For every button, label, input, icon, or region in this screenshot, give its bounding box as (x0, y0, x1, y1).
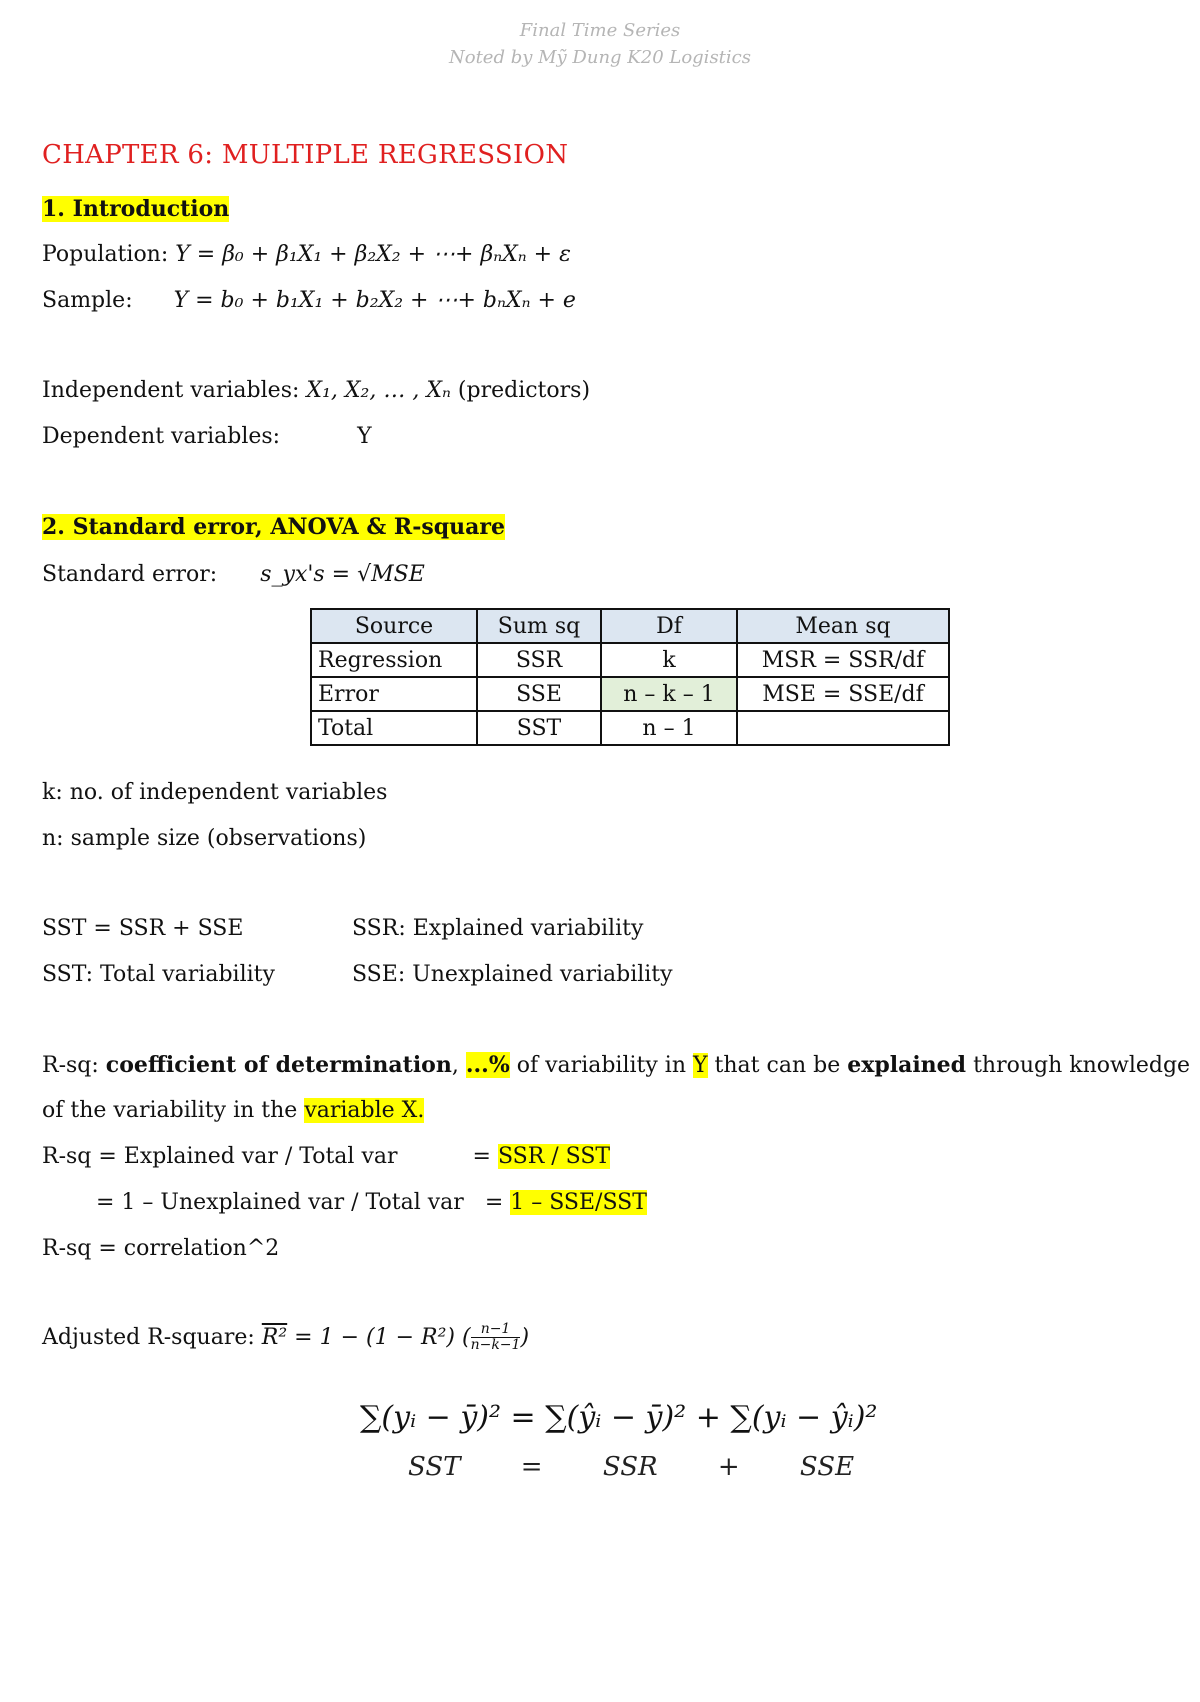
header-author: Noted by Mỹ Dung K20 Logistics (448, 47, 751, 68)
rsq-definition-cont: of the variability in the variable X. (42, 1098, 425, 1123)
table-cell: Error (311, 677, 477, 711)
table-cell: MSE = SSE/df (737, 677, 949, 711)
std-error-line: Standard error: s_yx's = √MSE (42, 562, 425, 587)
sample-formula: Y = b₀ + b₁X₁ + b₂X₂ + ⋯+ bₙXₙ + e (173, 288, 576, 313)
table-header-cell: Df (601, 609, 737, 643)
rsq-definition: R-sq: coefficient of determination, ...% of variability in Y that can be explained through knowledge (42, 1052, 1191, 1078)
sse-note: SSE: Unexplained variability (352, 962, 673, 987)
sst-equation: SST = SSR + SSE (42, 916, 244, 941)
population-formula: Y = β₀ + β₁X₁ + β₂X₂ + ⋯+ βₙXₙ + ε (175, 242, 571, 267)
table-cell: SST (477, 711, 601, 745)
sample-line: Sample: Y = b₀ + b₁X₁ + b₂X₂ + ⋯+ bₙXₙ + e (42, 288, 576, 313)
table-cell: Regression (311, 643, 477, 677)
anova-table (310, 608, 950, 746)
sum-of-squares-formula: ∑(yᵢ − ȳ)² = ∑(ŷᵢ − ȳ)² + ∑(yᵢ − ŷᵢ)² (360, 1400, 878, 1435)
table-header-cell: Sum sq (477, 609, 601, 643)
sum-labels: SST = SSR + SSE (408, 1452, 855, 1482)
section1-heading: 1. Introduction (42, 196, 230, 222)
rsq-eq1: R-sq = Explained var / Total var = SSR / SST (42, 1144, 611, 1169)
table-cell: Total (311, 711, 477, 745)
k-note: k: no. of independent variables (42, 780, 388, 805)
rsq-eq2: = 1 – Unexplained var / Total var = 1 – SSE/SST (96, 1190, 647, 1215)
table-cell: k (601, 643, 737, 677)
section2-heading: 2. Standard error, ANOVA & R-square (42, 514, 505, 540)
rsq-corr: R-sq = correlation^2 (42, 1236, 280, 1261)
table-cell: n – 1 (601, 711, 737, 745)
dependent-line: Dependent variables: Y (42, 424, 372, 449)
chapter-title: CHAPTER 6: MULTIPLE REGRESSION (42, 140, 569, 170)
adjusted-rsq-formula: R² = 1 − (1 − R²) ( $\frac{n-1}{n-k-1}$ ) (261, 1321, 530, 1354)
adjusted-rsq-line: Adjusted R-square: R² = 1 − (1 − R²) ( $\frac{n-1}{n-k-1}$ ) (42, 1321, 530, 1354)
table-cell: SSR (477, 643, 601, 677)
std-error-formula: s_yx's = √MSE (260, 562, 425, 587)
population-line: Population: Y = β₀ + β₁X₁ + β₂X₂ + ⋯+ βₙXₙ + ε (42, 242, 571, 267)
table-cell: n – k – 1 (601, 677, 737, 711)
table-cell: MSR = SSR/df (737, 643, 949, 677)
table-cell (737, 711, 949, 745)
table-header-cell: Mean sq (737, 609, 949, 643)
table-row (311, 677, 949, 711)
independent-line: Independent variables: X₁, X₂, … , Xₙ (predictors) (42, 378, 591, 403)
ssr-note: SSR: Explained variability (352, 916, 644, 941)
table-row (311, 711, 949, 745)
header-title: Final Time Series (519, 20, 681, 41)
n-note: n: sample size (observations) (42, 826, 367, 851)
sst-note: SST: Total variability (42, 962, 275, 987)
table-cell: SSE (477, 677, 601, 711)
table-header-cell: Source (311, 609, 477, 643)
table-header-row (311, 609, 949, 643)
table-row (311, 643, 949, 677)
